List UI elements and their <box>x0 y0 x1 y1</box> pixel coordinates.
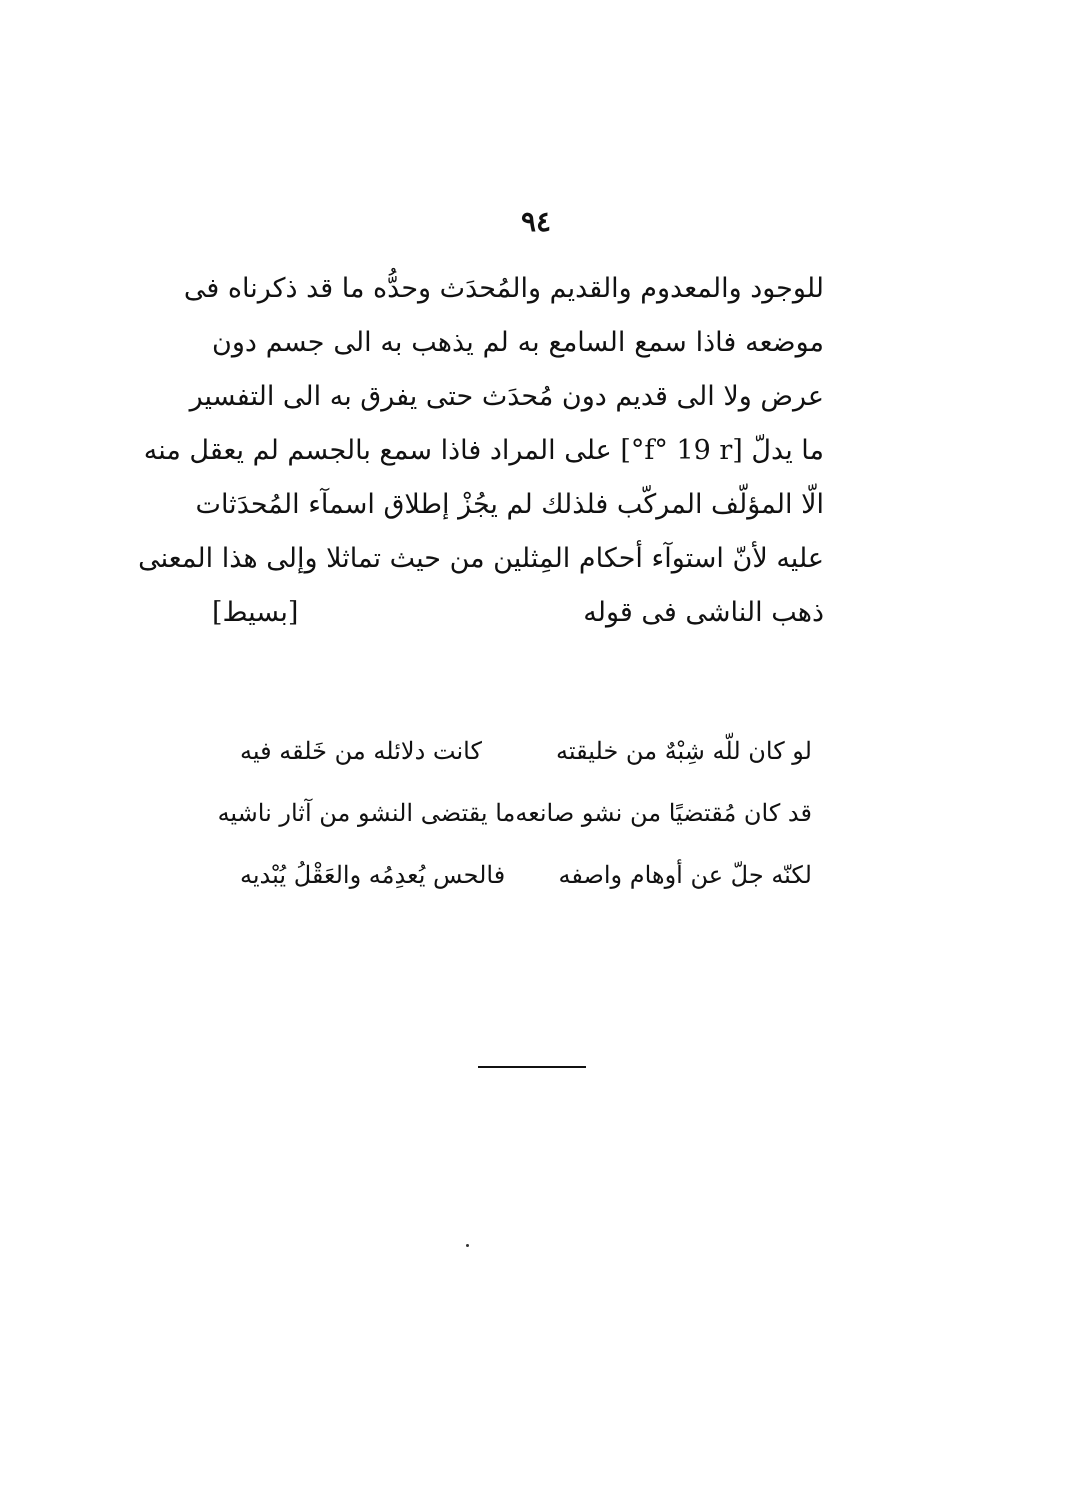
text-line: للوجود والمعدوم والقديم والمُحدَث وحدُّه ما قد ذكرناه فى <box>183 273 824 304</box>
verse-second-hemistich: ما يقتضى النشو من آثار ناشيه <box>217 799 516 827</box>
poem <box>217 720 812 906</box>
page-number: ٩٤ <box>520 205 552 238</box>
text-line: ما يدلّ [f° 19 r°] على المراد فاذا سمع بالجسم لم يعقل منه <box>143 435 824 466</box>
print-speck <box>466 1244 469 1247</box>
verse-second-hemistich: كانت دلائله من خَلقه فيه <box>240 737 482 765</box>
text-line: عرض ولا الى قديم دون مُحدَث حتى يفرق به الى التفسير <box>189 381 824 412</box>
verse-second-hemistich: فالحس يُعدِمُه والعَقْلُ يُبْديه <box>240 861 506 889</box>
body-paragraph <box>138 262 824 640</box>
text-line: موضعه فاذا سمع السامع به لم يذهب به الى جسم دون <box>212 327 824 358</box>
text-line-last <box>212 586 824 640</box>
verse <box>240 720 812 782</box>
verse-first-hemistich: قد كان مُقتضيًا من نشو صانعه <box>515 799 812 827</box>
verse <box>240 844 812 906</box>
text-line: عليه لأنّ استوآء أحكام المِثلين من حيث تماثلا وإلى هذا المعنى <box>138 543 824 574</box>
verse <box>217 782 812 844</box>
text-line-content: ذهب الناشى فى قوله <box>583 597 824 628</box>
verse-first-hemistich: لو كان للّه شِبْهٌ من خليقته <box>556 737 812 765</box>
meter-label: [بسيط] <box>212 597 299 628</box>
text-line: الّا المؤلّف المركّب فلذلك لم يجُزْ إطلاق اسمآء المُحدَثات <box>195 489 824 520</box>
section-divider <box>478 1066 586 1068</box>
verse-first-hemistich: لكنّه جلّ عن أوهام واصفه <box>558 861 812 889</box>
